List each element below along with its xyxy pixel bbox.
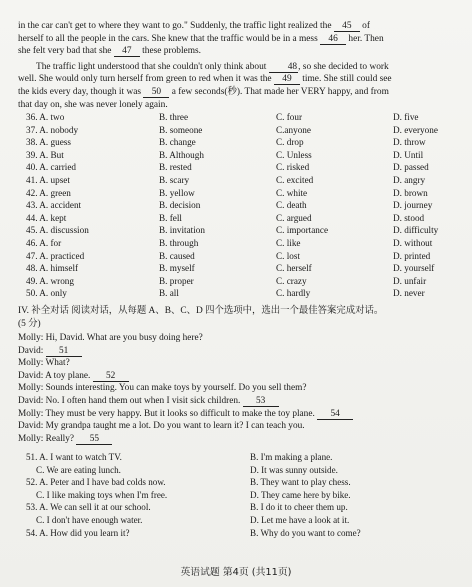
option-row: [18, 175, 458, 188]
option-row: [18, 213, 458, 226]
choice: C. I don't have enough water.: [36, 514, 143, 525]
option-a: 50. A. only: [26, 288, 67, 299]
option-b: B. decision: [159, 200, 201, 211]
choice: D. Let me have a look at it.: [250, 514, 350, 525]
option-d: D. unfair: [393, 275, 427, 286]
option-a: 47. A. practiced: [26, 250, 85, 261]
dialog-line: [18, 346, 458, 359]
option-b: B. someone: [159, 124, 203, 135]
passage-fragment: The traffic light understood that she couldn't only think about: [36, 61, 267, 72]
choice: 53. A. We can sell it at our school.: [26, 502, 151, 513]
option-b: B. invitation: [159, 225, 205, 236]
option-d: D. Until: [393, 149, 424, 160]
option-c: C. hardly: [276, 288, 311, 299]
option-a: 37. A. nobody: [26, 124, 79, 135]
choice: B. They want to play chess.: [250, 477, 351, 488]
option-a: 49. A. wrong: [26, 275, 74, 286]
option-d: D. without: [393, 237, 433, 248]
choice: 52. A. Peter and I have bad colds now.: [26, 477, 166, 488]
blank-54: 54: [317, 409, 353, 420]
choice-row: [18, 528, 458, 541]
option-c: C. argued: [276, 212, 312, 223]
option-c: C. white: [276, 187, 308, 198]
option-c: C. importance: [276, 225, 329, 236]
choice: B. Why do you want to come?: [250, 527, 361, 538]
option-b: B. yellow: [159, 187, 195, 198]
option-row: [18, 200, 458, 213]
passage-text: [18, 20, 456, 111]
passage-line: [18, 33, 456, 46]
dialog-text: Molly: Really?: [18, 433, 75, 444]
choice: 54. A. How did you learn it?: [26, 527, 130, 538]
choice: C. We are eating lunch.: [36, 464, 121, 475]
option-a: 41. A. upset: [26, 174, 70, 185]
option-c: C. lost: [276, 250, 300, 261]
option-b: B. Although: [159, 149, 204, 160]
passage-line: [18, 86, 456, 99]
page-footer: 英语试题 第4页 (共11页): [180, 567, 292, 578]
option-a: 45. A. discussion: [26, 225, 89, 236]
option-c: C. like: [276, 237, 301, 248]
dialog-line: Molly: Hi, David. What are you busy doing here?: [18, 333, 203, 343]
dialog-line: David: My grandpa taught me a lot. Do you want to learn it? I can teach you.: [18, 421, 305, 432]
blank-47: 47: [114, 46, 140, 57]
option-a: 36. A. two: [26, 112, 65, 122]
passage-fragment: these problems.: [142, 46, 201, 57]
option-d: D. passed: [393, 162, 429, 173]
passage-fragment: a few seconds(秒). That made her VERY happy, and from: [171, 86, 389, 97]
blank-48: 48: [269, 62, 298, 73]
section-points: (5 分): [18, 318, 41, 329]
option-a: 48. A. himself: [26, 263, 79, 274]
passage-fragment: the kids every day, though it was: [18, 86, 142, 97]
option-c: C. herself: [276, 263, 312, 274]
dialog-line: Molly: What?: [18, 358, 70, 369]
option-b: B. all: [159, 288, 179, 299]
option-d: D. brown: [393, 187, 428, 198]
option-d: D. yourself: [393, 263, 435, 274]
option-c: C.anyone: [276, 124, 311, 135]
blank-52: 52: [93, 371, 129, 382]
option-row: [18, 150, 458, 163]
choice-row: [18, 515, 458, 528]
option-b: B. caused: [159, 250, 195, 261]
options-grid: [18, 112, 458, 301]
option-a: 46. A. for: [26, 237, 62, 248]
option-a: 40. A. carried: [26, 162, 77, 173]
passage-line: [18, 73, 456, 86]
option-c: C. drop: [276, 137, 304, 148]
blank-53: 53: [243, 396, 279, 407]
choice: C. I like making toys when I'm free.: [36, 489, 168, 500]
option-b: B. change: [159, 137, 196, 148]
blank-50: 50: [143, 87, 169, 98]
option-row: [18, 288, 458, 301]
choice-row: [18, 465, 458, 478]
blank-49: 49: [274, 74, 300, 85]
option-row: [18, 225, 458, 238]
passage-fragment: that day on, she was never lonely again.: [18, 99, 168, 110]
option-d: D. journey: [393, 200, 433, 211]
option-d: D. everyone: [393, 124, 438, 135]
option-a: 42. A. green: [26, 187, 71, 198]
option-c: C. Unless: [276, 149, 312, 160]
dialog-text: David: No. I often hand them out when I visit sick children.: [18, 395, 241, 406]
section-title: IV. 补全对话 阅读对话，从每题 A、B、C、D 四个选项中，选出一个最佳答案完成对话。: [18, 306, 384, 316]
option-row: [18, 251, 458, 264]
choice: B. I'm making a plane.: [250, 452, 333, 462]
option-row: [18, 276, 458, 289]
option-b: B. through: [159, 237, 199, 248]
option-b: B. rested: [159, 162, 192, 173]
dialog-line: Molly: Sounds interesting. You can make toys by yourself. Do you sell them?: [18, 383, 307, 394]
choice-row: [18, 502, 458, 515]
option-d: D. throw: [393, 137, 426, 148]
option-d: D. five: [393, 112, 419, 122]
option-c: C. excited: [276, 174, 314, 185]
choice-row: [18, 477, 458, 490]
passage-fragment: her. Then: [348, 33, 384, 44]
option-row: [18, 188, 458, 201]
option-c: C. crazy: [276, 275, 307, 286]
blank-55: 55: [76, 434, 112, 445]
option-row: [18, 263, 458, 276]
choice: B. I do it to cheer them up.: [250, 502, 348, 513]
option-b: B. fell: [159, 212, 182, 223]
option-d: D. angry: [393, 174, 426, 185]
option-row: [18, 238, 458, 251]
speaker: David:: [18, 345, 44, 356]
dialog: [18, 333, 458, 446]
dialog-text: Molly: They must be very happy. But it looks so difficult to make the toy plane.: [18, 408, 315, 419]
option-d: D. stood: [393, 212, 425, 223]
option-b: B. myself: [159, 263, 195, 274]
option-row: [18, 162, 458, 175]
option-row: [18, 137, 458, 150]
option-d: D. never: [393, 288, 425, 299]
blank-45: 45: [334, 21, 360, 32]
choice: 51. A. I want to watch TV.: [26, 452, 122, 462]
choice-row: [18, 452, 458, 465]
option-a: 38. A. guess: [26, 137, 71, 148]
passage-fragment: of: [362, 21, 370, 31]
answer-choices: [18, 452, 458, 540]
option-b: B. scary: [159, 174, 190, 185]
option-row: [18, 112, 458, 125]
option-c: C. risked: [276, 162, 310, 173]
option-c: C. death: [276, 200, 307, 211]
option-b: B. proper: [159, 275, 194, 286]
dialog-line: [18, 396, 458, 409]
section-iv-heading: [18, 305, 458, 330]
option-c: C. four: [276, 112, 303, 122]
passage-fragment: time. She still could see: [302, 74, 392, 85]
option-a: 43. A. accident: [26, 200, 82, 211]
passage-line: [18, 61, 456, 74]
blank-46: 46: [320, 34, 346, 45]
dialog-text: David: A toy plane.: [18, 370, 91, 381]
passage-fragment: , so she decided to work: [298, 61, 389, 72]
passage-line: [18, 99, 456, 112]
option-b: B. three: [159, 112, 189, 122]
option-d: D. printed: [393, 250, 431, 261]
choice-row: [18, 490, 458, 503]
option-a: 39. A. But: [26, 149, 64, 160]
blank-51: 51: [46, 346, 82, 357]
passage-line: [18, 20, 456, 33]
choice: D. They came here by bike.: [250, 489, 351, 500]
option-row: [18, 125, 458, 138]
dialog-line: [18, 434, 458, 447]
option-a: 44. A. kept: [26, 212, 67, 223]
dialog-line: [18, 371, 458, 384]
option-d: D. difficulty: [393, 225, 439, 236]
passage-fragment: herself to all the people in the cars. She knew that the traffic would be in a mess: [18, 33, 318, 44]
passage-fragment: in the car can't get to where they want to go." Suddenly, the traffic light realized the: [18, 21, 332, 31]
choice: D. It was sunny outside.: [250, 464, 338, 475]
passage-fragment: she felt very bad that she: [18, 46, 112, 57]
dialog-line: [18, 409, 458, 422]
passage-line: [18, 45, 456, 58]
passage-fragment: well. She would only turn herself from green to red when it was the: [18, 74, 272, 85]
